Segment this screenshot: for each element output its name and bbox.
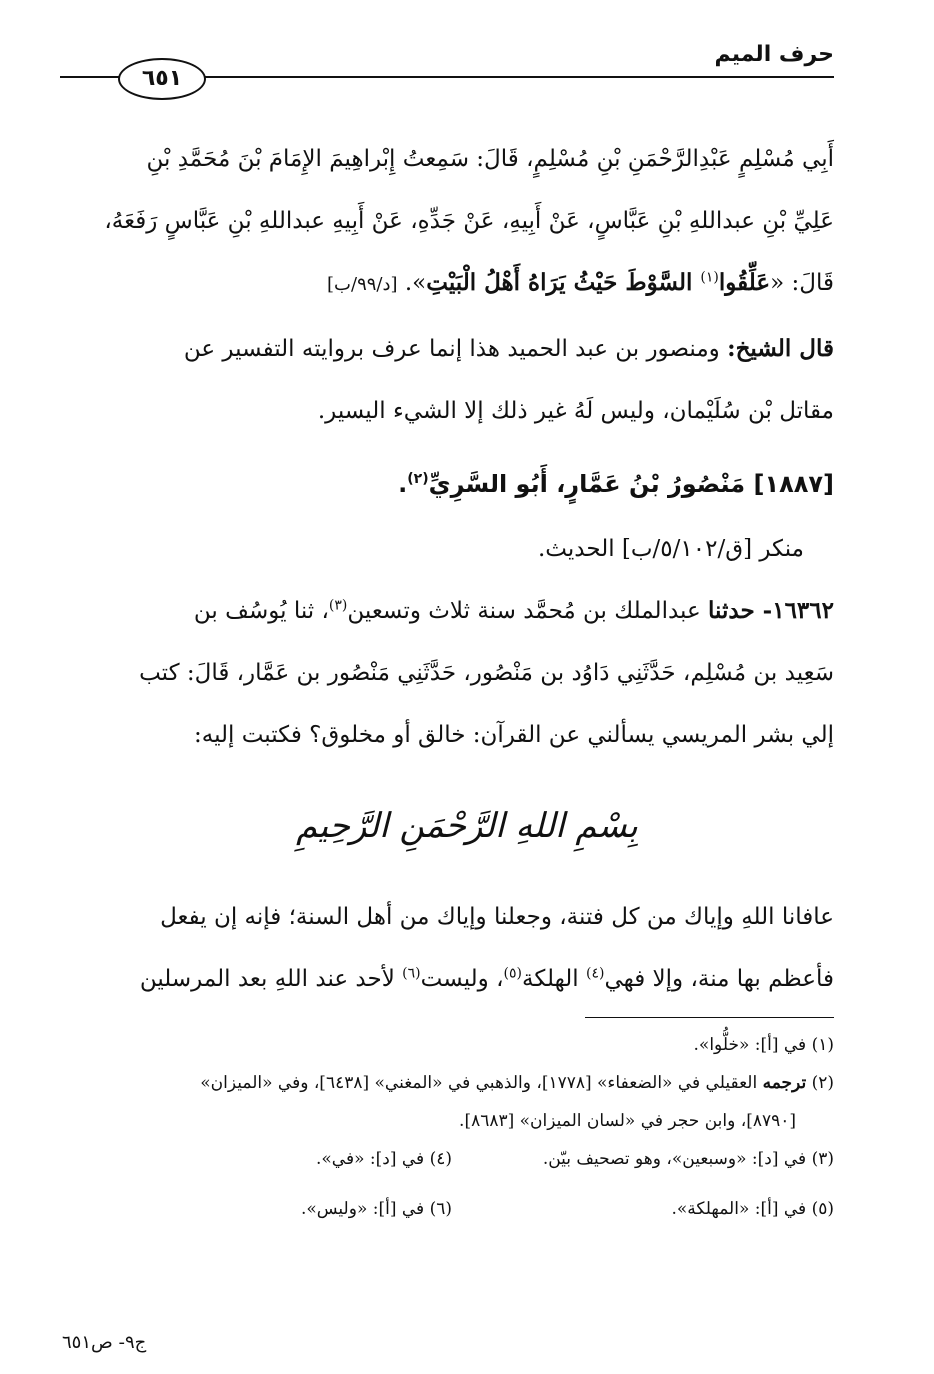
footnote-row <box>70 1140 834 1178</box>
text-segment: الهلكة <box>522 966 586 992</box>
text-line <box>58 252 834 316</box>
text-line: مقاتل بْن سُلَيْمان، وليس لَهُ غير ذلك إلا الشيء اليسير. <box>317 398 834 424</box>
hadith-number: ١٦٣٦٢- <box>754 597 834 624</box>
text-line: إلي بشر المريسي يسألني عن القرآن: خالق أو مخلوق؟ فكتبت إليه: <box>193 722 834 748</box>
paragraph-sheikh-comment <box>58 318 834 442</box>
text-segment: قَالَ: « <box>770 270 834 296</box>
text-segment: العقيلي في «الضعفاء» [١٧٧٨]، والذهبي في «المغني» [٦٤٣٨]، وفي «الميزان» <box>200 1073 763 1093</box>
footnote-6: (٦) في [أ]: «وليس». <box>300 1199 452 1219</box>
footnote-keyword: ترجمه <box>762 1073 807 1093</box>
basmala: بِسْمِ اللهِ الرَّحْمَنِ الرَّحِيمِ <box>296 806 638 846</box>
text-line <box>58 948 834 1010</box>
text-segment: ومنصور بن عبد الحميد هذا إنما عرف بروايته التفسير عن <box>183 336 728 362</box>
text-segment: فأعظم بها منة، وإلا فهي <box>604 966 834 992</box>
paragraph-munkar <box>58 518 804 580</box>
footnote-marker: (١) <box>700 269 719 286</box>
text-segment: ». <box>397 270 427 296</box>
text-line: سَعِيد بن مُسْلِم، حَدَّثَنِي دَاوُد بن مَنْصُور، حَدَّثَنِي مَنْصُور بن عَمَّار، قَالَ: كتب <box>139 660 834 686</box>
paragraph-letter <box>58 886 834 1010</box>
footnote-marker: (٥) <box>503 965 522 982</box>
footnote-2 <box>70 1064 834 1102</box>
text-segment: . <box>398 470 408 498</box>
footnote-2-continued: [٨٧٩٠]، وابن حجر في «لسان الميزان» [٨٦٨٣]. <box>459 1111 796 1131</box>
entry-title: [١٨٨٧] مَنْصُورُ بْنُ عَمَّارٍ، أَبُو السَّرِيِّ <box>428 470 834 498</box>
footnote-number: (٢) <box>806 1073 834 1093</box>
chapter-title: حرف الميم <box>714 42 834 67</box>
haddathana-word: حدثنا <box>708 597 755 624</box>
text-line <box>58 318 834 380</box>
entry-heading <box>58 462 834 506</box>
volume-page-reference: ج٩- ص٦٥١ <box>62 1332 147 1353</box>
text-line <box>58 580 834 642</box>
text-line: منكر [ق/٥/١٠٢/ب] الحديث. <box>537 536 804 562</box>
text-segment: ، ثنا يُوسُف بن <box>193 598 329 624</box>
footnote-rule <box>585 1017 834 1018</box>
footnote-1: (١) في [أ]: «خلُّوا». <box>693 1035 834 1055</box>
footnote-marker: (٣) <box>328 597 348 614</box>
text-line: أَبِي مُسْلِمٍ عَبْدِالرَّحْمَنِ بْنِ مُسْلِمٍ، قَالَ: سَمِعتُ إِبْراهِيمَ الإِمَامَ بْنَ مُحَمَّدِ بْنِ <box>146 146 834 172</box>
footnote-marker: (٤) <box>585 965 605 982</box>
footnote-5: (٥) في [أ]: «المهلكة». <box>671 1199 834 1219</box>
text-segment: لأحد عند اللهِ بعد المرسلين <box>139 966 403 992</box>
text-line: عَلِيِّ بْنِ عبداللهِ بْنِ عَبَّاسٍ، عَنْ أَبِيهِ، عَنْ جَدِّهِ، عَنْ أَبِيهِ عبداللهِ بْنِ عَبَّاسٍ رَفَعَهُ، <box>104 208 834 234</box>
footnote-3: (٣) في [د]: «وسبعين»، وهو تصحيف بيّن. <box>542 1149 834 1169</box>
text-line: عافانا اللهِ وإياك من كل فتنة، وجعلنا وإياك من أهل السنة؛ فإنه إن يفعل <box>160 904 834 930</box>
paragraph-hadith <box>58 580 834 766</box>
sheikh-label: قال الشيخ: <box>727 335 834 362</box>
manuscript-ref: [د/٩٩/ب] <box>327 274 398 295</box>
paragraph-isnad <box>58 128 834 316</box>
footnote-4: (٤) في [د]: «في». <box>316 1149 452 1169</box>
footnote-row <box>70 1190 834 1228</box>
text-segment: عبدالملك بن مُحمَّد سنة ثلاث وتسعين <box>347 598 709 624</box>
hadith-text: السَّوْطَ حَيْثُ يَرَاهُ أَهْلُ الْبَيْتِ <box>426 269 701 296</box>
page-number-badge: ٦٥١ <box>118 58 206 100</box>
footnote-marker: (٦) <box>402 965 421 982</box>
footnotes <box>70 1026 834 1228</box>
hadith-text: عَلِّقُوا <box>718 269 771 296</box>
text-segment: ، وليست <box>420 966 504 992</box>
footnote-marker: (٢) <box>407 471 429 487</box>
